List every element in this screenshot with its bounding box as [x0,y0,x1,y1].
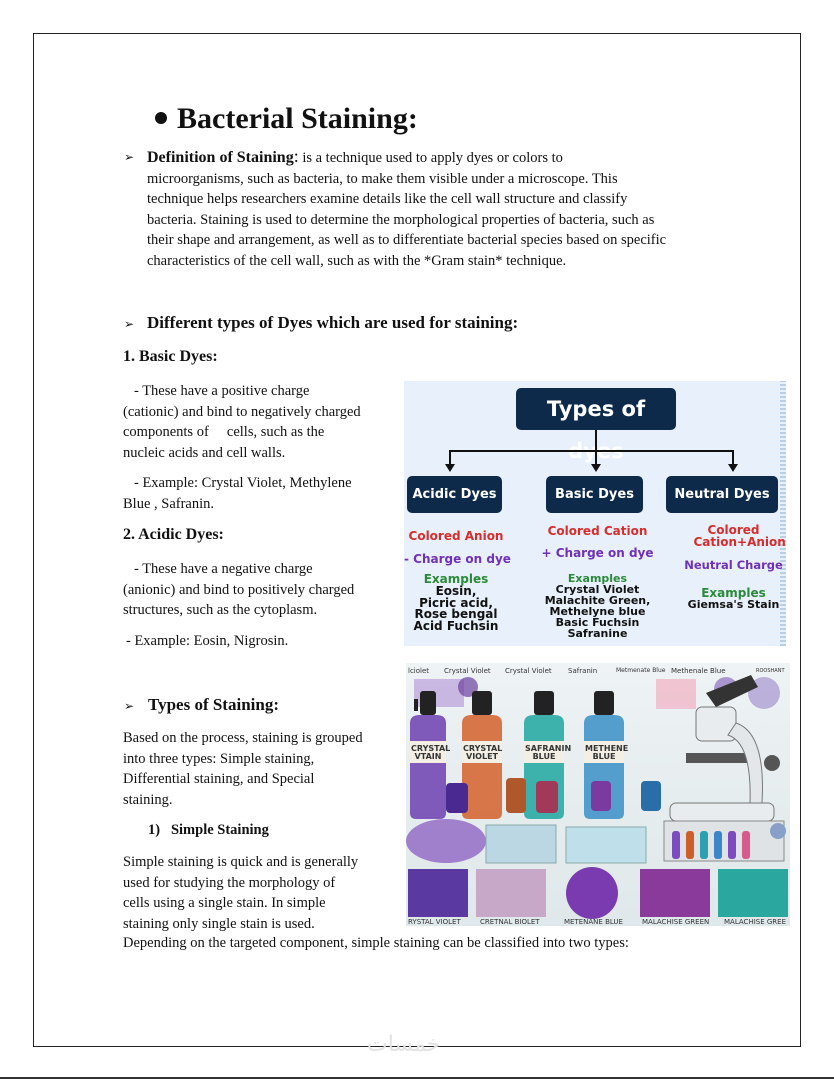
basic-dyes-example-line: - Example: Crystal Violet, Methylene [134,475,352,491]
basic-ion: Colored Cation [547,524,648,538]
stain-label: MALACHISE GREE [724,918,786,926]
neutral-charge: Neutral Charge [684,558,783,572]
acidic-charge: - Charge on dye [404,552,511,566]
neutral-ion [666,524,786,548]
stain-label: Crystal Violet [444,667,491,675]
watermark: خمسات [367,1032,441,1057]
neutral-examples-label: Examples [701,586,766,600]
stain-label: Metmenate Blue [616,667,666,674]
neutral-dyes-box: Neutral Dyes [666,476,778,513]
acidic-dyes-box: Acidic Dyes [407,476,502,513]
stain-label: CRETNAL BIOLET [480,918,540,926]
bullet-dot [155,112,167,124]
basic-dyes-line: nucleic acids and cell walls. [123,444,286,461]
bottle-label: CRYSTAL VTAIN [411,744,451,761]
stain-label: RYSTAL VIOLET [408,918,461,926]
definition-line: bacteria. Staining is used to determine the morphological properties of bacteria, such as [147,211,655,228]
stain-label: ROOSHANT [756,668,785,674]
stains-illustration [406,663,790,926]
bottle-label: METHENE BLUE [585,744,629,761]
staining-types-line: into three types: Simple staining, [123,750,315,767]
stain-label: Methenale Blue [671,667,726,675]
example-item: Methelyne blue [549,605,646,618]
stain-label: Safranin [568,667,598,675]
definition-line: their shape and arrangement, as well as to differentiate bacterial species based on specific [147,232,667,248]
acidic-examples-label: Examples [423,572,489,586]
example-item: Basic Fuchsin [555,616,640,629]
connector-line [595,430,597,466]
basic-dyes-heading: 1. Basic Dyes: [123,348,218,365]
simple-staining-text [123,852,405,934]
example-item: Crystal Violet [555,583,640,596]
bottle-label: CRYSTAL VIOLET [463,744,503,761]
definition-line: technique helps researchers examine details like the cell wall structure and classify [147,191,628,207]
staining-types-line: Differential staining, and Special [123,771,315,787]
basic-dyes-line: components of cells, such as the [123,424,325,440]
bottom-rule [0,1077,834,1079]
arrow-bullet-icon: ➢ [124,150,135,164]
acidic-dyes-text [123,559,403,621]
acidic-ion: Colored Anion [408,529,504,543]
example-item: Malachite Green, [544,594,651,607]
bottle-label: SAFRANIN BLUE [525,744,572,761]
definition-line: microorganisms, such as bacteria, to make them visible under a microscope. This [147,170,618,187]
page-title [155,102,418,136]
definition-line: characteristics of the cell wall, such as with the *Gram stain* technique. [147,252,567,269]
definition-block [147,146,787,271]
basic-charge: + Charge on dye [541,546,654,560]
acidic-dyes-line: - These have a negative charge [134,561,313,577]
basic-dyes-line: - These have a positive charge [134,383,310,399]
example-item: Picric acid, [419,595,493,610]
stain-label: lciolet [408,667,430,675]
definition-heading: Definition of Staining [147,149,294,166]
acidic-dyes-example: - Example: Eosin, Nigrosin. [126,633,289,649]
basic-dyes-text [123,381,403,463]
acidic-dyes-line: structures, such as the cytoplasm. [123,602,318,618]
acidic-dyes-heading: 2. Acidic Dyes: [123,526,224,543]
basic-dyes-example-line: Blue , Safranin. [123,495,215,512]
infographic-title: Types of [516,388,676,430]
staining-types-line: staining. [123,791,173,808]
title-text: Bacterial Staining: [177,102,418,135]
staining-types-heading: Types of Staining: [148,695,279,714]
example-item: Rose bengal [414,607,498,621]
example-item: Safranine [567,627,628,640]
neutral-ion-text: Colored Cation+Anion [693,523,786,549]
example-item: Acid Fuchsin [413,618,499,633]
arrowhead-icon [591,464,601,472]
stain-label: Crystal Violet [505,667,552,675]
simple-staining-line: staining only single stain is used. [123,915,315,932]
example-item: Eosin, [435,584,477,598]
simple-staining-line: used for studying the morphology of [123,874,336,891]
arrowhead-icon [445,464,455,472]
arrow-bullet-icon: ➢ [124,317,135,331]
basic-examples [540,584,655,639]
staining-types-line: Based on the process, staining is grouped [123,730,363,746]
simple-staining-line: Simple staining is quick and is generally [123,854,359,870]
connector-line [449,450,734,452]
stain-label: MALACHISE GREEN [642,918,710,926]
definition-line: is a technique used to apply dyes or colors to [302,150,563,166]
types-of-dyes-infographic [404,381,786,646]
basic-examples-label: Examples [567,572,628,585]
staining-types-text [123,728,405,810]
basic-dyes-box: Basic Dyes [546,476,643,513]
stain-label: METENANE BLUE [564,918,623,926]
simple-staining-final-line: Depending on the targeted component, simple staining can be classified into two types: [123,935,629,951]
basic-dyes-line: (cationic) and bind to negatively charged [123,403,361,420]
arrowhead-icon [728,464,738,472]
arrow-bullet-icon: ➢ [124,699,135,713]
basic-dyes-example [123,473,403,514]
acidic-examples [404,586,508,632]
acidic-dyes-line: (anionic) and bind to positively charged [123,581,355,598]
definition-colon: : [293,146,299,166]
stains-illustration-art [406,663,790,926]
simple-staining-line: cells using a single stain. In simple [123,895,326,911]
neutral-example: Giemsa's Stain [687,598,780,611]
simple-staining-heading: 1) Simple Staining [148,822,269,838]
dyes-heading: Different types of Dyes which are used for staining: [147,313,519,332]
